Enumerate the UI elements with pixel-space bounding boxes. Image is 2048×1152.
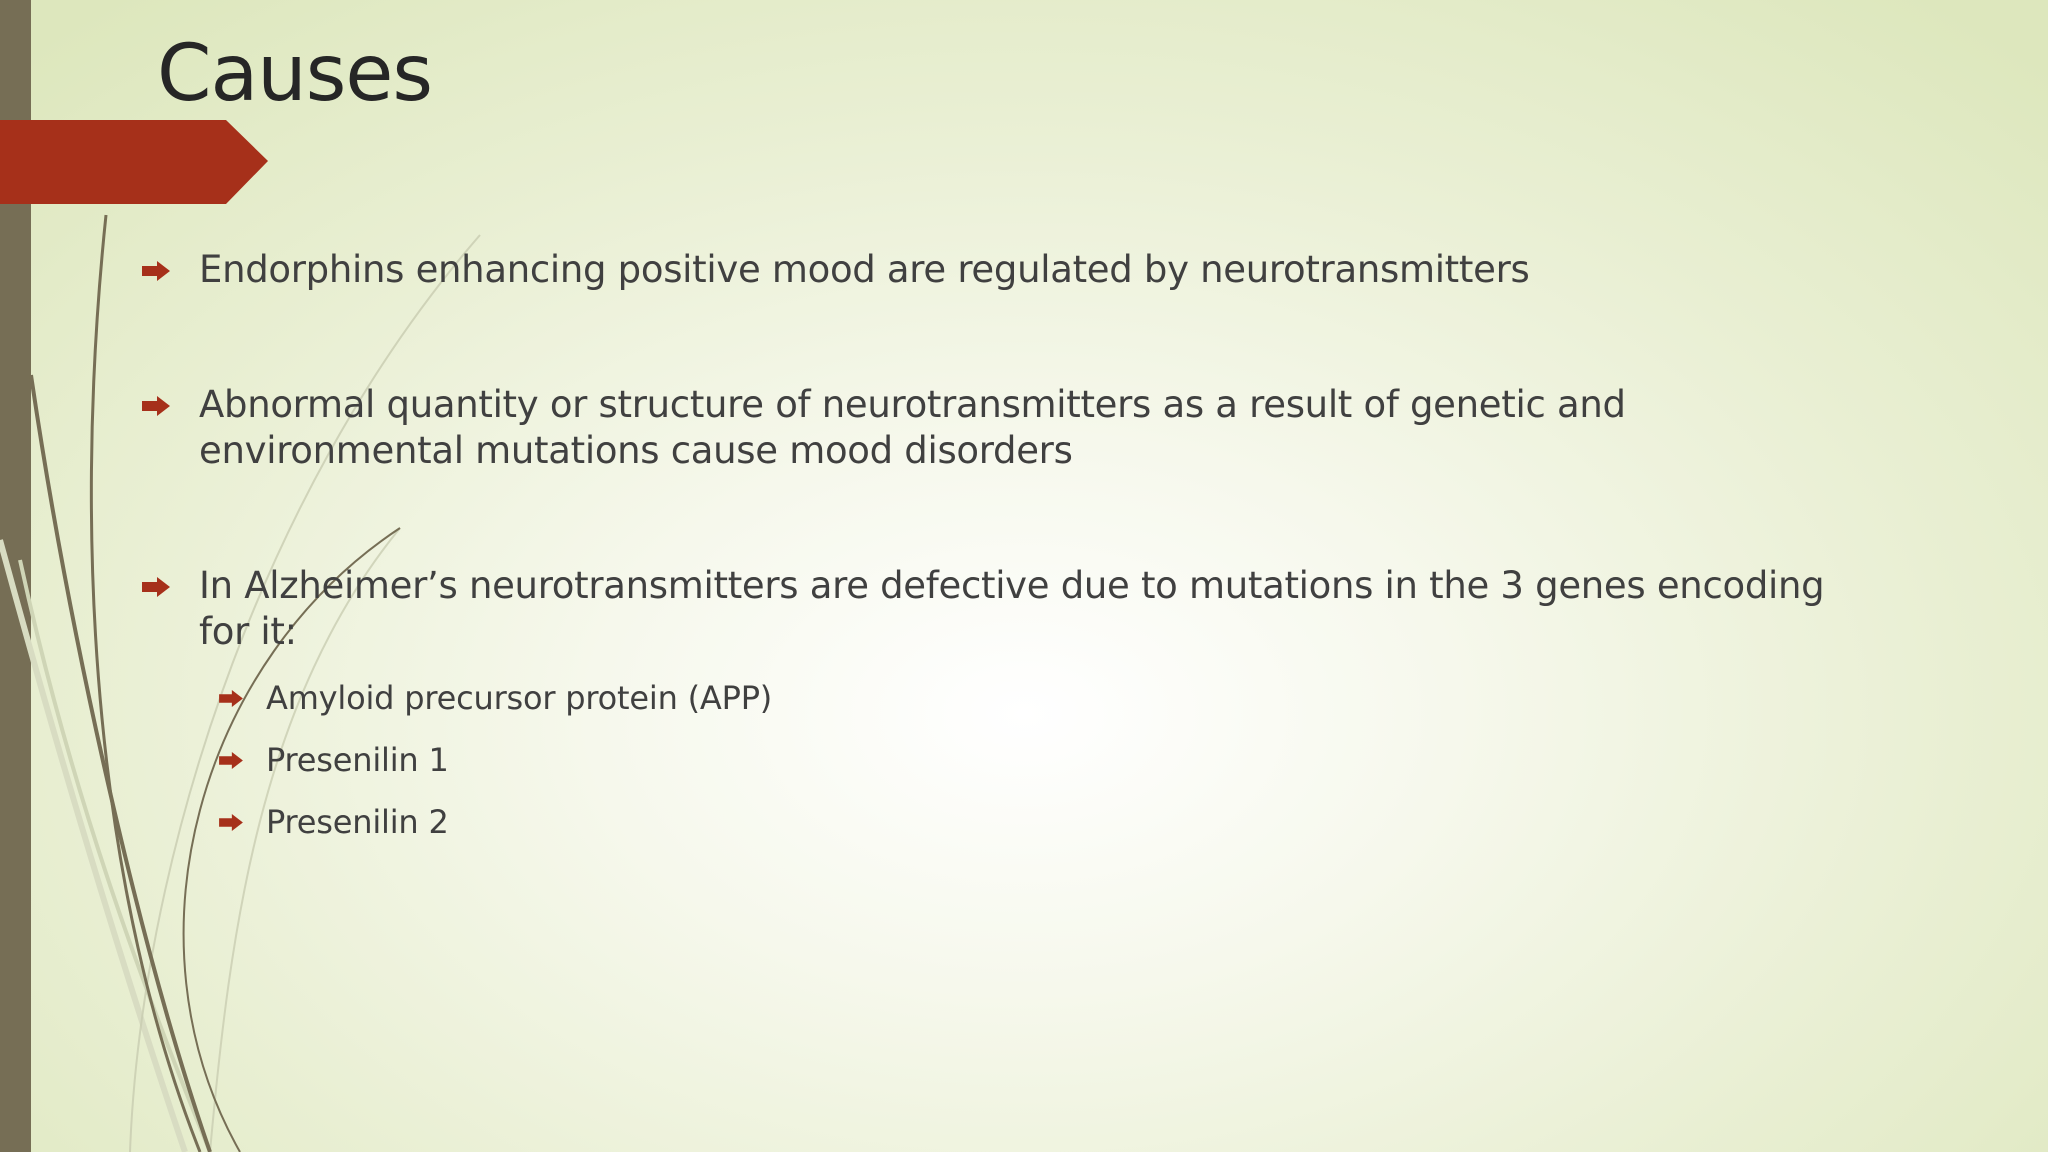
slide-title: Causes <box>157 29 432 119</box>
arrow-right-icon <box>219 690 243 707</box>
bullet-2-line-1: Abnormal quantity or structure of neurotransmitters as a result of genetic and <box>199 383 1626 426</box>
sub-bullet-1: Amyloid precursor protein (APP) <box>266 679 773 717</box>
arrow-right-icon <box>142 577 170 597</box>
arrow-right-icon <box>142 396 170 416</box>
sub-bullet-2: Presenilin 1 <box>266 741 449 779</box>
arrow-right-icon <box>142 261 170 281</box>
sub-bullet-3: Presenilin 2 <box>266 803 449 841</box>
bullet-2-line-2: environmental mutations cause mood disorders <box>199 429 1073 472</box>
bullet-3-line-1: In Alzheimer’s neurotransmitters are defective due to mutations in the 3 genes encoding <box>199 564 1825 607</box>
bullet-1-line-1: Endorphins enhancing positive mood are regulated by neurotransmitters <box>199 248 1530 291</box>
left-accent-bar <box>0 0 31 1152</box>
arrow-right-icon <box>219 752 243 769</box>
arrow-right-icon <box>219 814 243 831</box>
bullet-3-line-2: for it: <box>199 610 297 653</box>
